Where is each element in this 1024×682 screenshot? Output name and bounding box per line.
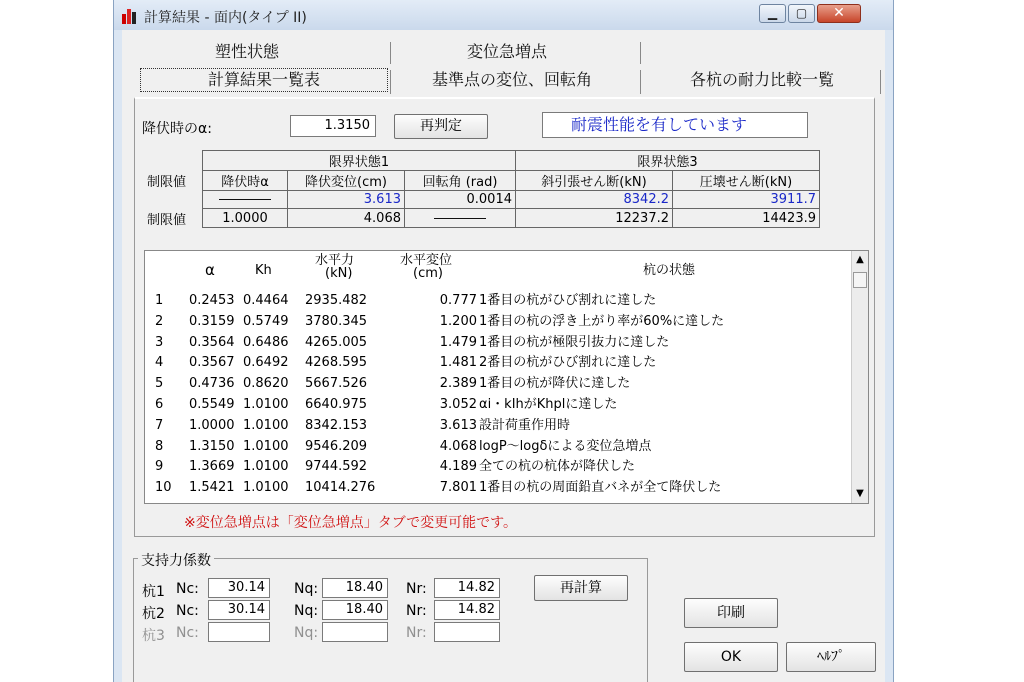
nc-field[interactable] (208, 622, 270, 642)
row-alpha: 1.3150 (189, 438, 235, 454)
help-button[interactable]: ﾍﾙﾌﾟ (786, 642, 876, 672)
row-number: 10 (155, 480, 172, 496)
list-row[interactable] (145, 437, 850, 456)
nr-field[interactable] (434, 622, 500, 642)
list-header-hdisp: 水平変位 (400, 253, 453, 268)
row-hforce: 5667.526 (305, 376, 368, 392)
nq-label: Nq: (294, 603, 319, 619)
tab-divider (390, 70, 391, 94)
seismic-result-text: 耐震性能を有しています (542, 112, 808, 138)
support-coef-title: 支持力係数 (138, 550, 214, 570)
limit-row-label: 制限値 (147, 175, 187, 190)
nc-field[interactable]: 30.14 (208, 578, 270, 598)
list-row[interactable] (145, 395, 850, 414)
print-button[interactable]: 印刷 (684, 598, 778, 628)
row-kh: 1.0100 (243, 417, 289, 433)
limit-value: 12237.2 (516, 209, 673, 228)
result-list[interactable] (144, 250, 869, 504)
limit-row-label: 制限値 (147, 212, 187, 228)
tab-disp-jump[interactable]: 変位急増点 (466, 42, 547, 61)
maximize-icon: ▢ (795, 6, 808, 20)
row-alpha: 0.5549 (189, 397, 235, 412)
row-alpha: 0.3564 (189, 334, 235, 350)
row-hdisp: 1.479 (439, 334, 477, 350)
row-number: 3 (155, 334, 164, 350)
row-hdisp: 3.052 (439, 397, 477, 412)
row-hforce: 8342.153 (305, 417, 368, 433)
list-header-hforce-unit: (kN) (325, 266, 353, 281)
nc-label: Nc: (176, 603, 199, 619)
list-header-kh: Kh (255, 263, 272, 278)
row-hforce: 9744.592 (305, 459, 368, 475)
row-alpha: 1.0000 (189, 417, 235, 433)
tab-divider (880, 70, 881, 94)
limit-value: 4.068 (288, 209, 405, 228)
tab-divider (640, 70, 641, 94)
row-state: 1番目の杭が極限引抜力に達した (479, 334, 670, 350)
row-kh: 1.0100 (243, 438, 289, 454)
tab-plastic[interactable]: 塑性状態 (214, 42, 279, 61)
row-kh: 0.6486 (243, 334, 289, 350)
row-state: 1番目の杭の浮き上がり率が60%に達した (479, 313, 725, 329)
pile-label: 杭3 (142, 628, 165, 644)
scroll-down-icon[interactable]: ▼ (856, 488, 864, 499)
row-hdisp: 0.777 (439, 293, 477, 308)
row-hdisp: 4.189 (439, 459, 477, 475)
row-hdisp: 7.801 (439, 480, 477, 496)
minimize-icon: ▁ (767, 6, 778, 20)
row-hdisp: 4.068 (439, 438, 477, 454)
list-header-hdisp-unit: (cm) (413, 266, 443, 281)
nc-label: Nc: (176, 581, 199, 597)
ok-button[interactable]: OK (684, 642, 778, 672)
row-alpha: 0.3159 (189, 313, 235, 329)
result-window (113, 0, 894, 682)
row-number: 8 (155, 438, 164, 454)
row-kh: 0.6492 (243, 355, 289, 371)
limit-header-tension-shear: 斜引張せん断(kN) (516, 171, 673, 191)
list-row[interactable] (145, 478, 850, 497)
row-alpha: 1.3669 (189, 459, 235, 475)
limit-header-yield-alpha: 降伏時α (203, 171, 288, 191)
window-title: 計算結果 - 面内(タイプ II) (144, 10, 307, 26)
row-hforce: 6640.975 (305, 397, 368, 412)
limit-value: 3.613 (288, 191, 405, 209)
close-button[interactable] (817, 4, 861, 23)
pile-label: 杭2 (142, 606, 165, 622)
rejudge-button[interactable]: 再判定 (394, 114, 488, 139)
row-kh: 0.8620 (243, 376, 289, 392)
title-bar[interactable] (114, 0, 893, 30)
row-hforce: 9546.209 (305, 438, 368, 454)
row-alpha: 1.5421 (189, 480, 235, 496)
row-hdisp: 3.613 (439, 417, 477, 433)
nc-label: Nc: (176, 625, 199, 641)
row-number: 6 (155, 397, 164, 412)
list-row[interactable] (145, 416, 850, 435)
app-chart-icon (121, 8, 137, 24)
scroll-thumb[interactable] (853, 272, 867, 288)
dialog-client (122, 30, 885, 682)
limit-value: 0.0014 (405, 191, 516, 209)
yield-alpha-label: 降伏時のα: (142, 121, 212, 137)
limit-value: 14423.9 (673, 209, 820, 228)
change-note: ※変位急増点は「変位急増点」タブで変更可能です。 (184, 515, 518, 531)
limit-value: 3911.7 (673, 191, 820, 209)
row-state: 1番目の杭の周面鉛直バネが全て降伏した (479, 480, 722, 496)
row-hdisp: 2.389 (439, 376, 477, 392)
row-hdisp: 1.481 (439, 355, 477, 371)
row-number: 7 (155, 417, 164, 433)
close-icon: ✕ (833, 5, 845, 21)
limit-header-rotation: 回転角 (rad) (405, 171, 516, 191)
yield-alpha-value: 1.3150 (290, 115, 376, 137)
row-state: 1番目の杭がひび割れに達した (479, 293, 657, 308)
list-row[interactable] (145, 333, 850, 352)
limit-value: 1.0000 (203, 209, 288, 228)
nr-label: Nr: (406, 603, 427, 619)
limit-state-3-header: 限界状態3 (516, 151, 820, 171)
maximize-button[interactable] (788, 4, 815, 23)
row-hforce: 10414.276 (305, 480, 376, 496)
row-kh: 0.4464 (243, 293, 289, 308)
row-alpha: 0.4736 (189, 376, 235, 392)
row-alpha: 0.2453 (189, 293, 235, 308)
row-number: 5 (155, 376, 164, 392)
nq-field[interactable]: 18.40 (322, 600, 388, 620)
recalc-button[interactable]: 再計算 (534, 575, 628, 601)
row-state: 2番目の杭がひび割れに達した (479, 355, 657, 371)
tab-summary[interactable]: 計算結果一覧表 (140, 68, 388, 92)
list-header-hforce: 水平力 (315, 253, 355, 268)
nr-label: Nr: (406, 581, 427, 597)
row-number: 9 (155, 459, 164, 475)
limit-state-table (144, 150, 820, 228)
limit-value: ―――― (405, 209, 516, 228)
nr-label: Nr: (406, 625, 427, 641)
list-row[interactable] (145, 353, 850, 372)
row-kh: 1.0100 (243, 480, 289, 496)
nq-label: Nq: (294, 625, 319, 641)
row-number: 4 (155, 355, 164, 371)
row-kh: 1.0100 (243, 459, 289, 475)
row-state: 1番目の杭が降伏に達した (479, 376, 631, 392)
nr-field[interactable]: 14.82 (434, 600, 500, 620)
list-header (145, 251, 845, 289)
row-kh: 0.5749 (243, 313, 289, 329)
list-row[interactable] (145, 457, 850, 476)
nr-field[interactable]: 14.82 (434, 578, 500, 598)
list-row[interactable] (145, 312, 850, 331)
row-hforce: 4265.005 (305, 334, 368, 350)
nq-label: Nq: (294, 581, 319, 597)
list-row[interactable] (145, 291, 850, 310)
limit-header-yield-disp: 降伏変位(cm) (288, 171, 405, 191)
row-kh: 1.0100 (243, 397, 289, 412)
tab-ref-disp[interactable]: 基準点の変位、回転角 (431, 70, 592, 89)
row-state: αi・kIhがKhplに達した (479, 397, 618, 412)
nq-field[interactable]: 18.40 (322, 578, 388, 598)
scroll-up-icon[interactable]: ▲ (856, 254, 864, 265)
tab-divider (640, 42, 641, 64)
nc-field[interactable]: 30.14 (208, 600, 270, 620)
row-hforce: 3780.345 (305, 313, 368, 329)
pile-label: 杭1 (142, 584, 165, 600)
tab-divider (390, 42, 391, 64)
limit-header-crush-shear: 圧壊せん断(kN) (673, 171, 820, 191)
row-hdisp: 1.200 (439, 313, 477, 329)
list-header-alpha: α (205, 261, 215, 279)
list-row[interactable] (145, 374, 850, 393)
tab-ratio[interactable]: 各杭の耐力比較一覧 (689, 70, 834, 89)
list-header-state: 杭の状態 (643, 263, 696, 278)
row-alpha: 0.3567 (189, 355, 235, 371)
minimize-button[interactable] (759, 4, 786, 23)
row-number: 1 (155, 293, 164, 308)
limit-value: ―――― (203, 191, 288, 209)
row-number: 2 (155, 313, 164, 329)
row-state: 設計荷重作用時 (479, 417, 571, 433)
list-scrollbar[interactable] (851, 251, 868, 503)
row-hforce: 2935.482 (305, 293, 368, 308)
row-state: 全ての杭の杭体が降伏した (479, 459, 636, 475)
row-state: logP～logδによる変位急増点 (479, 438, 652, 454)
nq-field[interactable] (322, 622, 388, 642)
row-hforce: 4268.595 (305, 355, 368, 371)
limit-value: 8342.2 (516, 191, 673, 209)
limit-state-1-header: 限界状態1 (203, 151, 516, 171)
